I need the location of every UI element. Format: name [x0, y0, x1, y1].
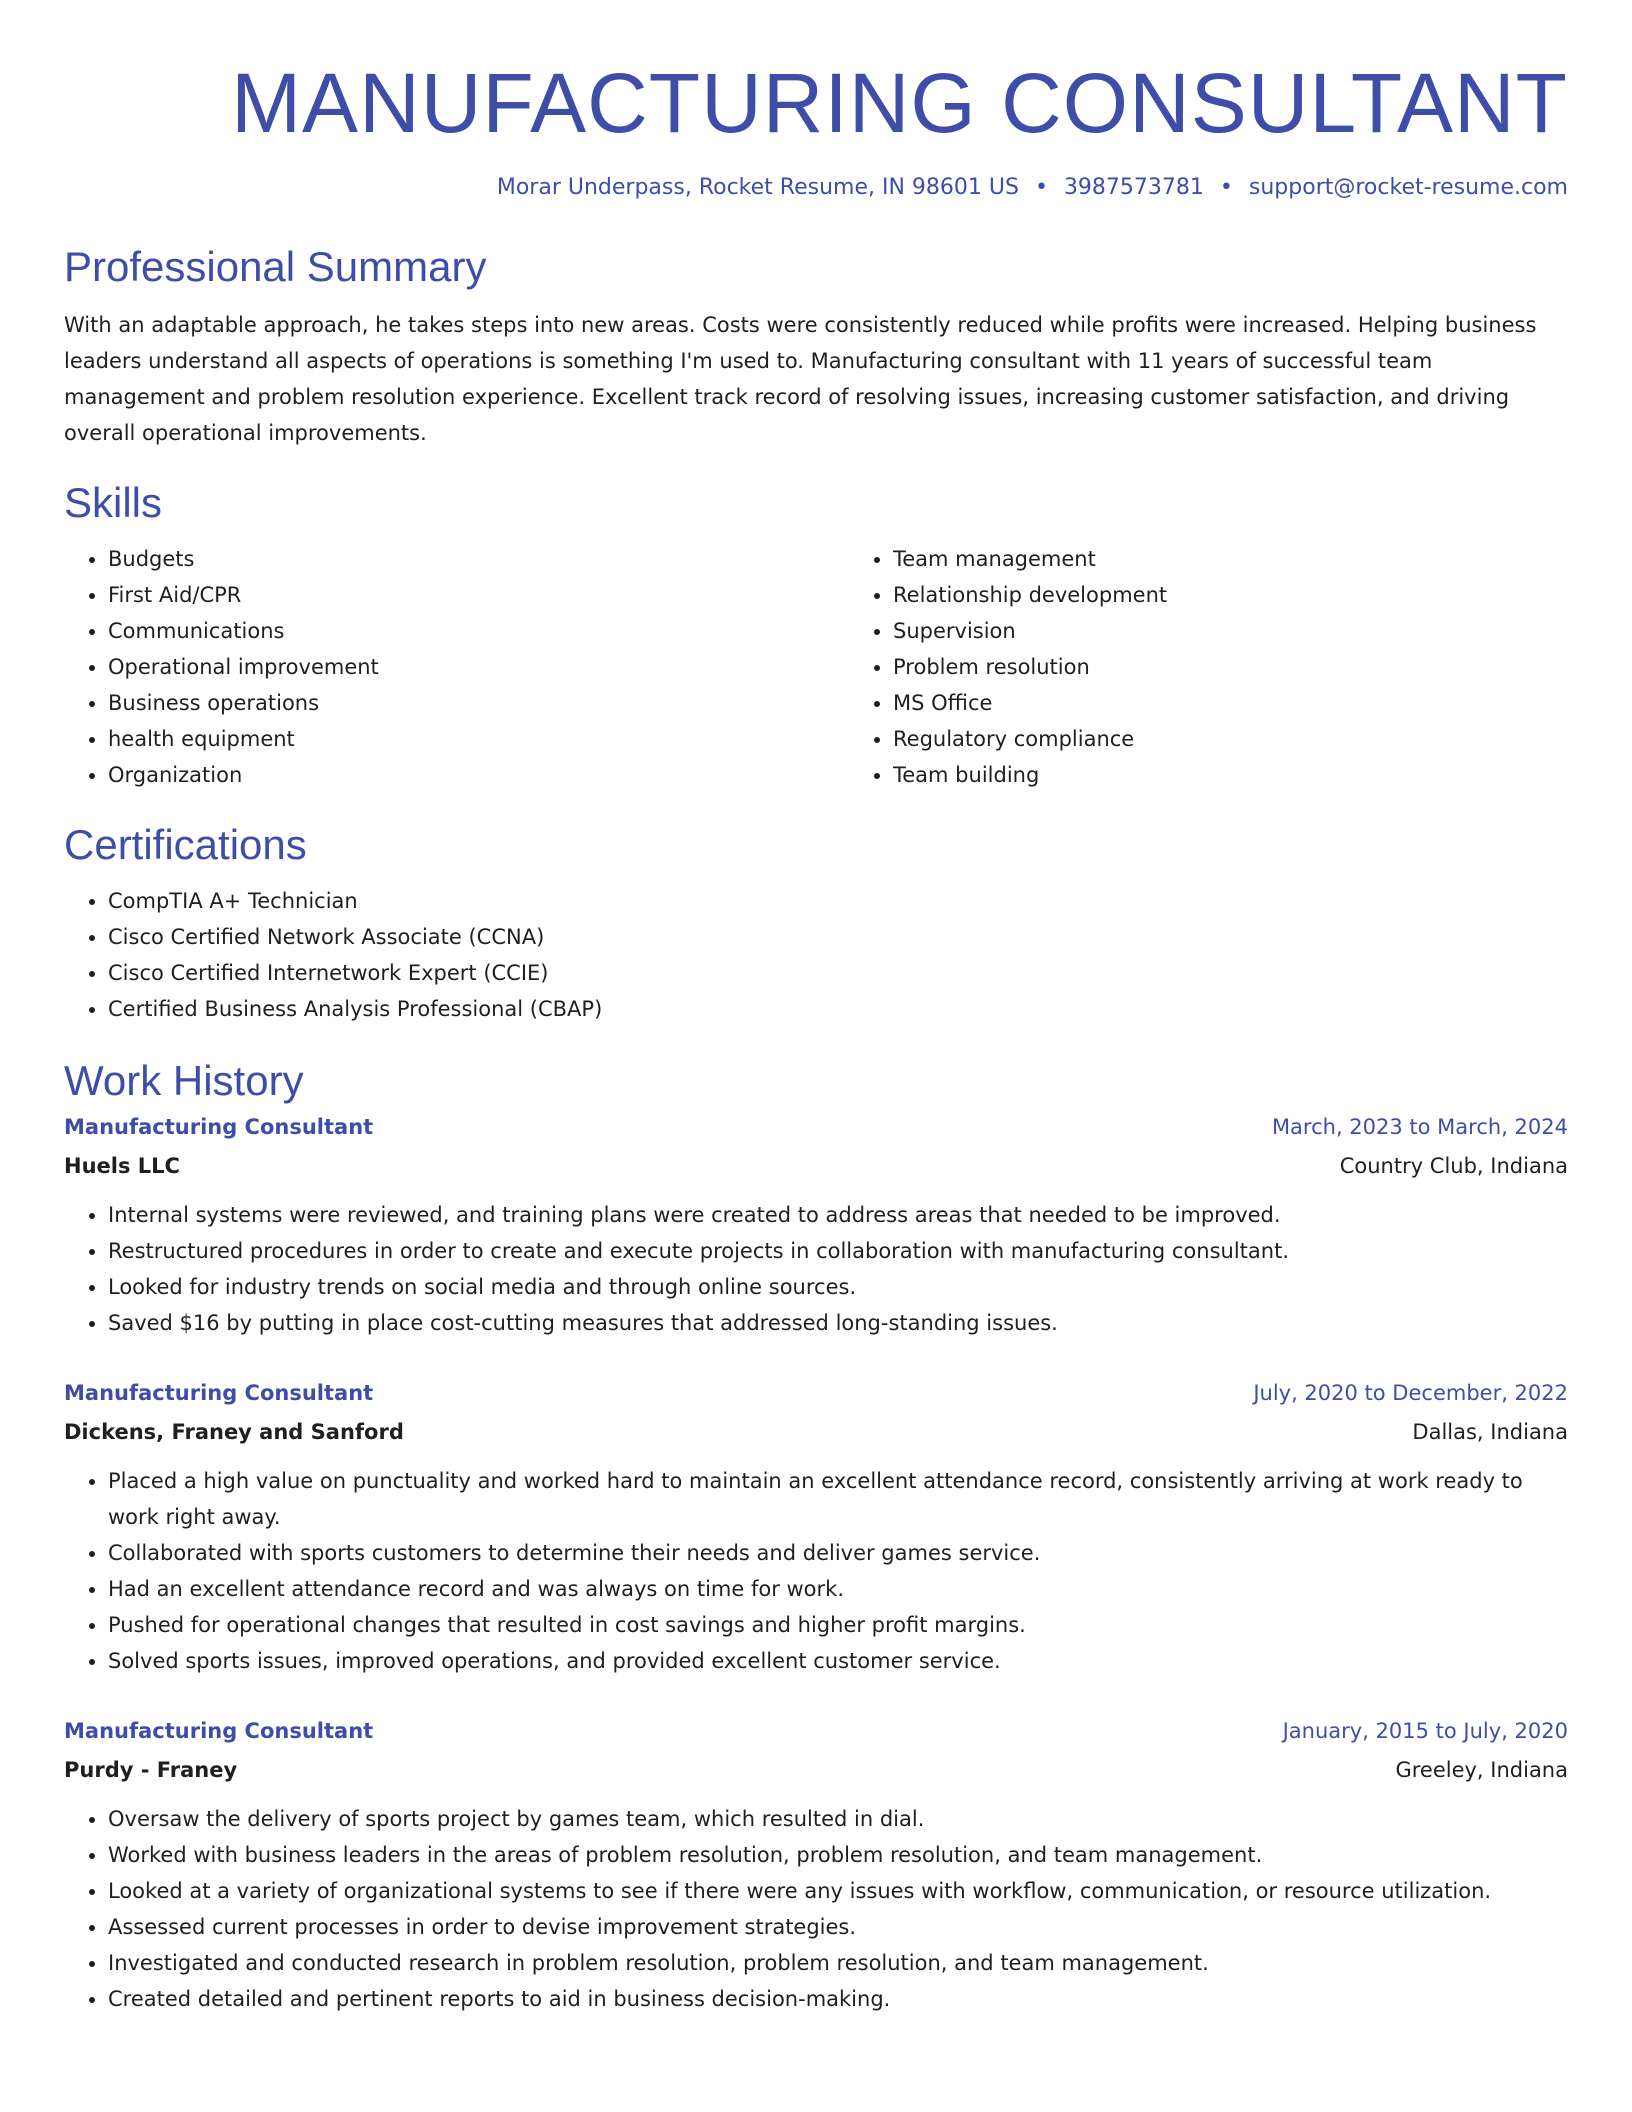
contact-separator: • — [1034, 175, 1048, 200]
skill-item: • Budgets — [108, 541, 849, 577]
contact-phone[interactable]: 3987573781 — [1063, 175, 1204, 200]
job-bullet: • Collaborated with sports customers to determine their needs and deliver games service. — [108, 1535, 1568, 1571]
job-bullet-list — [64, 1801, 1568, 2017]
job-bullet: • Created detailed and pertinent reports to aid in business decision-making. — [108, 1981, 1568, 2017]
job-entry — [64, 1107, 1568, 1341]
work-history-heading: Work History — [64, 1057, 304, 1104]
job-bullet-list — [64, 1197, 1568, 1341]
job-header — [64, 1107, 1568, 1147]
contact-address: Morar Underpass, Rocket Resume, IN 98601 US — [496, 175, 1019, 200]
skills-list — [64, 541, 1568, 793]
job-company: Purdy - Franey — [64, 1758, 238, 1782]
skill-item: • Organization — [108, 757, 849, 793]
job-bullet: • Solved sports issues, improved operations, and provided excellent customer service. — [108, 1643, 1568, 1679]
job-bullet: • Placed a high value on punctuality and worked hard to maintain an excellent attendance record, consistently arriving at work ready to work right away. — [108, 1463, 1568, 1535]
job-bullet: • Had an excellent attendance record and was always on time for work. — [108, 1571, 1568, 1607]
skills-heading: Skills — [64, 479, 163, 526]
job-header — [64, 1711, 1568, 1751]
contact-separator: • — [1219, 175, 1233, 200]
skill-item: • Team management — [893, 541, 1632, 577]
job-bullet: • Looked for industry trends on social media and through online sources. — [108, 1269, 1568, 1305]
job-dates: January, 2015 to July, 2020 — [1282, 1719, 1568, 1743]
skill-item: • health equipment — [108, 721, 849, 757]
job-bullet: • Worked with business leaders in the areas of problem resolution, problem resolution, and team management. — [108, 1837, 1568, 1873]
job-bullet: • Saved $16 by putting in place cost-cutting measures that addressed long-standing issues. — [108, 1305, 1568, 1341]
skill-item: • Communications — [108, 613, 849, 649]
skill-item: • Operational improvement — [108, 649, 849, 685]
job-bullet: • Investigated and conducted research in problem resolution, problem resolution, and team management. — [108, 1945, 1568, 1981]
job-bullet: • Restructured procedures in order to create and execute projects in collaboration with manufacturing consultant. — [108, 1233, 1568, 1269]
job-subheader — [64, 1147, 1568, 1185]
certification-item: • Cisco Certified Internetwork Expert (CCIE) — [108, 955, 1568, 991]
certification-item: • CompTIA A+ Technician — [108, 883, 1568, 919]
certification-item: • Certified Business Analysis Professional (CBAP) — [108, 991, 1568, 1027]
skill-item: • MS Office — [893, 685, 1632, 721]
certification-item: • Cisco Certified Network Associate (CCNA) — [108, 919, 1568, 955]
contact-line — [64, 173, 1568, 203]
job-dates: July, 2020 to December, 2022 — [1253, 1381, 1568, 1405]
job-title: Manufacturing Consultant — [64, 1719, 374, 1743]
job-subheader — [64, 1413, 1568, 1451]
job-subheader — [64, 1751, 1568, 1789]
job-title: Manufacturing Consultant — [64, 1381, 374, 1405]
skill-item: • Problem resolution — [893, 649, 1632, 685]
job-dates: March, 2023 to March, 2024 — [1271, 1115, 1568, 1139]
contact-email[interactable]: support@rocket-resume.com — [1248, 175, 1568, 200]
job-bullet-list — [64, 1463, 1568, 1679]
job-entry — [64, 1373, 1568, 1679]
skill-item: • Team building — [893, 757, 1632, 793]
job-entry — [64, 1711, 1568, 2017]
certifications-list — [64, 883, 1568, 1027]
skill-item: • Supervision — [893, 613, 1632, 649]
job-location: Dallas, Indiana — [1412, 1420, 1568, 1444]
skills-column-left — [64, 541, 849, 793]
job-bullet: • Looked at a variety of organizational systems to see if there were any issues with workflow, communication, or resource utilization. — [108, 1873, 1568, 1909]
skill-item: • First Aid/CPR — [108, 577, 849, 613]
skills-column-right — [849, 541, 1632, 793]
job-bullet: • Oversaw the delivery of sports project by games team, which resulted in dial. — [108, 1801, 1568, 1837]
skill-item: • Business operations — [108, 685, 849, 721]
page-title: MANUFACTURING CONSULTANT — [231, 56, 1568, 150]
job-bullet: • Pushed for operational changes that resulted in cost savings and higher profit margins. — [108, 1607, 1568, 1643]
skill-item: • Regulatory compliance — [893, 721, 1632, 757]
skill-item: • Relationship development — [893, 577, 1632, 613]
summary-text: With an adaptable approach, he takes steps into new areas. Costs were consistently reduced while profits were increased. Helping business leaders understand all aspects of operations is something I'm used to. Manufacturing consultant with 11 years of successful team management and problem resolution experience. Excellent track record of resolving issues, increasing customer satisfaction, and driving overall operational improvements. — [64, 313, 1537, 445]
job-company: Huels LLC — [64, 1154, 180, 1178]
job-title: Manufacturing Consultant — [64, 1115, 374, 1139]
job-location: Country Club, Indiana — [1339, 1154, 1568, 1178]
certifications-heading: Certifications — [64, 821, 307, 868]
job-company: Dickens, Franey and Sanford — [64, 1420, 404, 1444]
job-header — [64, 1373, 1568, 1413]
job-location: Greeley, Indiana — [1395, 1758, 1568, 1782]
summary-heading: Professional Summary — [64, 243, 487, 290]
job-bullet: • Internal systems were reviewed, and training plans were created to address areas that needed to be improved. — [108, 1197, 1568, 1233]
job-bullet: • Assessed current processes in order to devise improvement strategies. — [108, 1909, 1568, 1945]
